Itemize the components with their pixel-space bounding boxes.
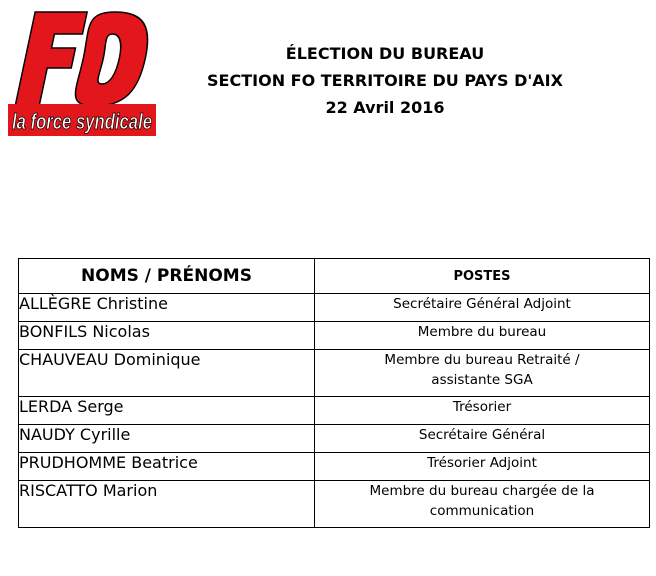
- post-line: Trésorier: [452, 399, 512, 415]
- member-post: [315, 425, 650, 453]
- member-name: LERDA Serge: [19, 397, 315, 425]
- post-line: assistante SGA: [431, 372, 533, 388]
- member-name: CHAUVEAU Dominique: [19, 350, 315, 397]
- header-title: ÉLECTION DU BUREAU: [285, 44, 485, 63]
- post-line: communication: [429, 503, 535, 519]
- header-section: SECTION FO TERRITOIRE DU PAYS D'AIX: [207, 71, 563, 90]
- table-row: [19, 453, 650, 481]
- member-post: [315, 397, 650, 425]
- table-row: [19, 397, 650, 425]
- document-header: [180, 40, 590, 121]
- member-name: PRUDHOMME Beatrice: [19, 453, 315, 481]
- post-line: Trésorier Adjoint: [427, 455, 537, 471]
- post-line: Membre du bureau: [417, 324, 547, 340]
- member-name: BONFILS Nicolas: [19, 322, 315, 350]
- table-row: [19, 425, 650, 453]
- table-row: [19, 294, 650, 322]
- fo-logo-graphic: [6, 8, 158, 140]
- post-line: Membre du bureau chargée de la: [369, 483, 595, 499]
- column-header-posts: POSTES: [315, 259, 650, 294]
- table-row: [19, 481, 650, 528]
- header-date: 22 Avril 2016: [325, 98, 445, 117]
- post-line: Membre du bureau Retraité /: [384, 352, 580, 368]
- member-name: RISCATTO Marion: [19, 481, 315, 528]
- member-name: ALLÈGRE Christine: [19, 294, 315, 322]
- member-post: [315, 453, 650, 481]
- member-post: [315, 322, 650, 350]
- member-post: [315, 350, 650, 397]
- table-row: [19, 322, 650, 350]
- table-header-row: [19, 259, 650, 294]
- fo-logo: [6, 8, 158, 140]
- column-header-names: NOMS / PRÉNOMS: [19, 259, 315, 294]
- post-line: Secrétaire Général Adjoint: [393, 296, 571, 312]
- member-post: [315, 294, 650, 322]
- member-post: [315, 481, 650, 528]
- post-line: Secrétaire Général: [418, 427, 546, 443]
- bureau-table: [18, 258, 650, 528]
- logo-tagline: la force syndicale: [12, 109, 152, 134]
- member-name: NAUDY Cyrille: [19, 425, 315, 453]
- table-row: [19, 350, 650, 397]
